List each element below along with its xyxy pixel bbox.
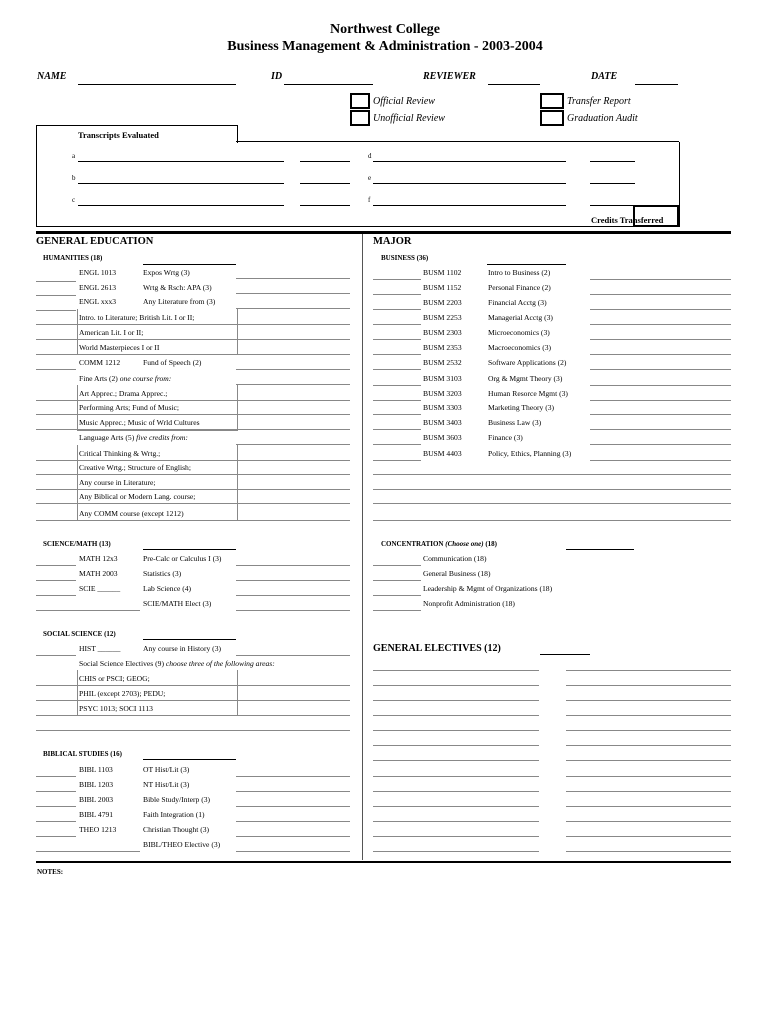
transcript-credits-f[interactable] — [590, 205, 635, 206]
unofficial-review-label: Unofficial Review — [373, 113, 445, 124]
fine-arts-option: Art Apprec.; Drama Apprec.; — [79, 389, 168, 398]
course-name: Any course in History (3) — [143, 644, 222, 653]
reviewer-field[interactable] — [488, 84, 540, 85]
course-name: Fund of Speech (2) — [143, 358, 202, 367]
course-code: ENGL 2613 — [79, 283, 117, 292]
concentration-option: Communication (18) — [423, 554, 487, 563]
course-code: MATH 2003 — [79, 569, 118, 578]
transcript-field-d[interactable] — [373, 161, 566, 162]
course-name: Managerial Acctg (3) — [488, 313, 553, 322]
course-code: THEO 1213 — [79, 825, 117, 834]
fine-arts-option: Music Apprec.; Music of Wrld Cultures — [79, 418, 200, 427]
language-option: Any COMM course (except 1212) — [79, 509, 184, 518]
science-math-total-field[interactable] — [143, 549, 236, 550]
general-electives-heading: GENERAL ELECTIVES (12) — [373, 643, 501, 654]
course-code: BUSM 2253 — [423, 313, 462, 322]
fine-arts-label: Fine Arts (2) one course from: — [79, 374, 172, 383]
course-name: Marketing Theory (3) — [488, 403, 555, 412]
name-field[interactable] — [78, 84, 236, 85]
course-name: SCIE/MATH Elect (3) — [143, 599, 212, 608]
course-name: Finance (3) — [488, 433, 523, 442]
language-option: Any course in Literature; — [79, 478, 156, 487]
course-name: Expos Wrtg (3) — [143, 268, 190, 277]
official-review-checkbox[interactable] — [350, 93, 370, 109]
section-divider — [36, 231, 731, 234]
course-code: BUSM 2203 — [423, 298, 462, 307]
name-label: NAME — [37, 71, 67, 82]
biblical-total-field[interactable] — [143, 759, 236, 760]
course-code: BIBL 1103 — [79, 765, 113, 774]
fine-arts-option: Performing Arts; Fund of Music; — [79, 403, 179, 412]
course-code: BUSM 3603 — [423, 433, 462, 442]
course-name: Business Law (3) — [488, 418, 542, 427]
course-code: MATH 12x3 — [79, 554, 118, 563]
concentration-option: Leadership & Mgmt of Organizations (18) — [423, 584, 553, 593]
reviewer-label: REVIEWER — [423, 71, 476, 82]
transcripts-title: Transcripts Evaluated — [78, 130, 159, 140]
lit-option: American Lit. I or II; — [79, 328, 144, 337]
social-electives-label: Social Science Electives (9) choose three of the following areas: — [79, 659, 275, 668]
transcript-field-a[interactable] — [78, 161, 284, 162]
course-code: BIBL 2003 — [79, 795, 114, 804]
credits-transferred-box[interactable] — [633, 205, 679, 227]
concentration-option: Nonprofit Administration (18) — [423, 599, 515, 608]
transcript-credits-b[interactable] — [300, 183, 350, 184]
course-code: BUSM 3303 — [423, 403, 462, 412]
unofficial-review-checkbox[interactable] — [350, 110, 370, 126]
course-name: BIBL/THEO Elective (3) — [143, 840, 221, 849]
biblical-heading: BIBLICAL STUDIES (16) — [43, 750, 122, 758]
course-name: Pre-Calc or Calculus I (3) — [143, 554, 222, 563]
course-code: ENGL xxx3 — [79, 297, 117, 306]
social-science-heading: SOCIAL SCIENCE (12) — [43, 630, 116, 638]
course-code: BUSM 3403 — [423, 418, 462, 427]
graduation-audit-checkbox[interactable] — [540, 110, 564, 126]
course-code: BUSM 4403 — [423, 449, 462, 458]
course-code: BUSM 2532 — [423, 358, 462, 367]
course-name: Org & Mgmt Theory (3) — [488, 374, 563, 383]
language-option: Creative Wrtg.; Structure of English; — [79, 463, 191, 472]
general-education-heading: GENERAL EDUCATION — [36, 236, 154, 247]
graduation-audit-label: Graduation Audit — [567, 113, 638, 124]
business-heading: BUSINESS (36) — [381, 254, 429, 262]
official-review-label: Official Review — [373, 96, 435, 107]
course-code: SCIE ______ — [79, 584, 121, 593]
humanities-heading: HUMANITIES (18) — [43, 254, 103, 262]
course-name: Wrtg & Rsch: APA (3) — [143, 283, 212, 292]
column-divider — [362, 234, 363, 860]
course-code: BUSM 1102 — [423, 268, 462, 277]
course-code: BUSM 3203 — [423, 389, 462, 398]
course-name: NT Hist/Lit (3) — [143, 780, 190, 789]
course-name: Faith Integration (1) — [143, 810, 205, 819]
concentration-option: General Business (18) — [423, 569, 491, 578]
transcript-row-b: b — [72, 174, 76, 182]
course-name: Software Applications (2) — [488, 358, 567, 367]
humanities-total-field[interactable] — [143, 264, 236, 265]
course-name: Intro to Business (2) — [488, 268, 551, 277]
course-name: Policy, Ethics, Planning (3) — [488, 449, 572, 458]
course-name: Bible Study/Interp (3) — [143, 795, 211, 804]
transfer-report-label: Transfer Report — [567, 96, 631, 107]
transcript-row-f: f — [368, 196, 371, 204]
transcript-row-e: e — [368, 174, 372, 182]
language-arts-label: Language Arts (5) five credits from: — [79, 433, 188, 442]
credits-transferred-label: Credits Transferred — [591, 215, 664, 225]
course-name: Lab Science (4) — [143, 584, 192, 593]
program-title: Business Management & Administration - 2003-2004 — [227, 39, 543, 54]
date-field[interactable] — [635, 84, 678, 85]
notes-area[interactable] — [36, 880, 731, 1010]
social-science-total-field[interactable] — [143, 639, 236, 640]
social-option: CHIS or PSCI; GEOG; — [79, 674, 150, 683]
science-math-heading: SCIENCE/MATH (13) — [43, 540, 111, 548]
transfer-report-checkbox[interactable] — [540, 93, 564, 109]
transcript-field-c[interactable] — [78, 205, 284, 206]
general-electives-total-field[interactable] — [540, 654, 590, 655]
lit-option: Intro. to Literature; British Lit. I or II; — [79, 313, 195, 322]
course-name: Any Literature from (3) — [143, 297, 216, 306]
transcript-row-d: d — [368, 152, 372, 160]
college-title: Northwest College — [329, 22, 441, 37]
course-code: COMM 1212 — [79, 358, 121, 367]
transcripts-box — [36, 142, 680, 227]
date-label: DATE — [591, 71, 618, 82]
transcript-field-e[interactable] — [373, 183, 566, 184]
id-field[interactable] — [284, 84, 373, 85]
transcript-field-f[interactable] — [373, 205, 566, 206]
concentration-total-field[interactable] — [566, 549, 634, 550]
course-name: Personal Finance (2) — [488, 283, 551, 292]
course-code: ENGL 1013 — [79, 268, 117, 277]
social-option: PSYC 1013; SOCI 1113 — [79, 704, 153, 713]
bottom-divider — [36, 861, 731, 863]
course-code: BIBL 1203 — [79, 780, 114, 789]
major-heading: MAJOR — [373, 236, 412, 247]
course-name: Microeconomics (3) — [488, 328, 550, 337]
transcript-row-c: c — [72, 196, 76, 204]
lit-option: World Masterpieces I or II — [79, 343, 160, 352]
course-code: BUSM 2353 — [423, 343, 462, 352]
transcript-credits-d[interactable] — [590, 161, 635, 162]
social-option: PHIL (except 2703); PEDU; — [79, 689, 166, 698]
language-option: Any Biblical or Modern Lang. course; — [79, 492, 196, 501]
notes-label: NOTES: — [37, 868, 64, 876]
course-code: BUSM 1152 — [423, 283, 462, 292]
business-total-field[interactable] — [487, 264, 566, 265]
course-code: BUSM 3103 — [423, 374, 462, 383]
transcript-field-b[interactable] — [78, 183, 284, 184]
transcript-credits-c[interactable] — [300, 205, 350, 206]
id-label: ID — [271, 71, 283, 82]
transcript-credits-e[interactable] — [590, 183, 635, 184]
course-name: Macroeconomics (3) — [488, 343, 552, 352]
course-name: Christian Thought (3) — [143, 825, 210, 834]
course-name: Human Resorce Mgmt (3) — [488, 389, 568, 398]
course-code: BIBL 4791 — [79, 810, 114, 819]
course-name: Financial Acctg (3) — [488, 298, 547, 307]
course-code: HIST ______ — [79, 644, 121, 653]
course-code: BUSM 2303 — [423, 328, 462, 337]
transcript-row-a: a — [72, 152, 76, 160]
course-name: OT Hist/Lit (3) — [143, 765, 190, 774]
language-option: Critical Thinking & Wrtg.; — [79, 449, 161, 458]
transcript-credits-a[interactable] — [300, 161, 350, 162]
course-name: Statistics (3) — [143, 569, 182, 578]
concentration-heading: CONCENTRATION (Choose one) (18) — [381, 540, 497, 548]
